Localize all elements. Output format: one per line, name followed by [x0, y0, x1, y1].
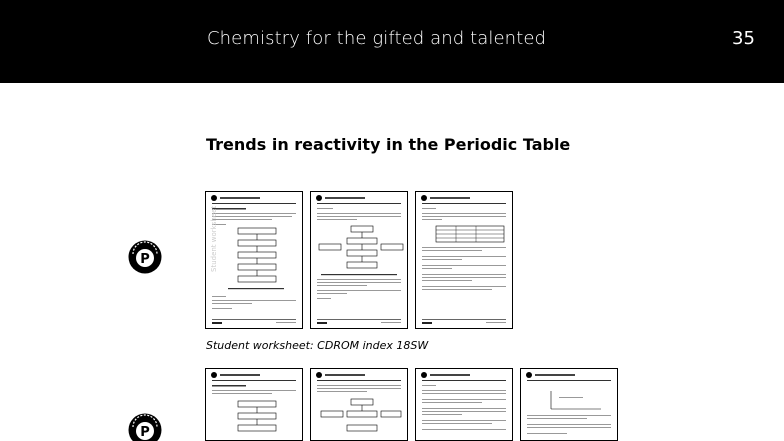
worksheet-thumbnail-1[interactable]	[205, 191, 303, 329]
svg-text:P: P	[140, 425, 150, 440]
page-number: 35	[732, 28, 755, 49]
worksheet-thumbnail-6[interactable]	[415, 368, 513, 441]
svg-text:P: P	[140, 252, 150, 267]
header-title: Chemistry for the gifted and talented	[207, 28, 547, 49]
worksheet-thumbnail-7[interactable]	[520, 368, 618, 441]
svg-text:Student worksheet: Student worksheet	[210, 205, 218, 272]
page-header	[0, 0, 784, 83]
worksheet-thumbnail-3[interactable]	[415, 191, 513, 329]
worksheet-thumbnail-5[interactable]	[310, 368, 408, 441]
photocopy-icon	[128, 240, 162, 274]
worksheet-caption: Student worksheet: CDROM index 18SW	[206, 339, 429, 352]
worksheet-thumbnail-2[interactable]	[310, 191, 408, 329]
section-title: Trends in reactivity in the Periodic Table	[206, 135, 571, 154]
worksheet-thumbnail-4[interactable]	[205, 368, 303, 441]
photocopy-icon	[128, 413, 162, 441]
